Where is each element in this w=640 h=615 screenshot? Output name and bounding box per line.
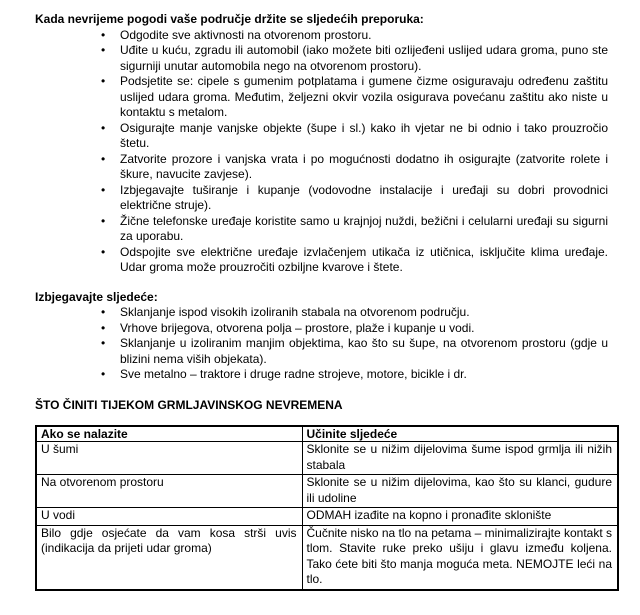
table-header-row xyxy=(36,426,618,442)
table-header-location: Ako se nalazite xyxy=(36,426,302,442)
section-heading-recommendations: Kada nevrijeme pogodi vaše područje držite se sljedećih preporuka: xyxy=(35,12,424,26)
recommendations-list xyxy=(35,28,608,276)
list-item: • Izbjegavajte tuširanje i kupanje (vodovodne instalacije i uređaji su dobri provodnici električne struje). xyxy=(35,183,608,214)
table-cell-location: U šumi xyxy=(36,442,302,475)
table-cell-action: Čučnite nisko na tlo na petama – minimalizirajte kontakt s tlom. Stavite ruke preko ušiju i glavu između koljena. Tako ćete biti što manja moguća meta. NEMOJTE leći na tlo. xyxy=(302,525,618,590)
table-cell-action: ODMAH izađite na kopno i pronađite sklonište xyxy=(302,508,618,526)
table-cell-action: Sklonite se u nižim dijelovima šume ispod grmlja ili nižih stabala xyxy=(302,442,618,475)
list-item: • Sklanjanje u izoliranim manjim objektima, kao što su šupe, na otvorenom prostoru (gdje u blizini nema viših objekata). xyxy=(35,336,608,367)
list-item: • Sve metalno – traktore i druge radne strojeve, motore, bicikle i dr. xyxy=(35,367,608,383)
list-item: • Podsjetite se: cipele s gumenim potplatama i gumene čizme osiguravaju određenu zaštitu uslijed udara groma. Međutim, željezni okvir vozila osigurava povećanu zaštitu ako niste u kontaktu s metalom. xyxy=(35,74,608,121)
list-item: • Odgodite sve aktivnosti na otvorenom prostoru. xyxy=(35,28,608,44)
table-header-action: Učinite sljedeće xyxy=(302,426,618,442)
list-item: • Žične telefonske uređaje koristite samo u krajnjoj nuždi, bežični i celularni uređaji su sigurni za uporabu. xyxy=(35,214,608,245)
table-row xyxy=(36,525,618,590)
table-row xyxy=(36,442,618,475)
list-item: • Odspojite sve električne uređaje izvlačenjem utikača iz utičnica, isključite klima uređaje. Udar groma može prouzročiti ozbiljne kvarove i štete. xyxy=(35,245,608,276)
avoid-list xyxy=(35,305,608,383)
storm-actions-table xyxy=(35,425,619,591)
section-heading-during-storm: ŠTO ČINITI TIJEKOM GRMLJAVINSKOG NEVREMENA xyxy=(35,397,343,412)
table-cell-location: Bilo gdje osjećate da vam kosa strši uvis (indikacija da prijeti udar groma) xyxy=(36,525,302,590)
list-item: • Zatvorite prozore i vanjska vrata i po mogućnosti dodatno ih osigurajte (zatvorite rolete i škure, navucite zavjese). xyxy=(35,152,608,183)
list-item: • Uđite u kuću, zgradu ili automobil (iako možete biti ozlijeđeni uslijed udara groma, puno ste sigurniji unutar automobila nego na otvorenom prostoru). xyxy=(35,43,608,74)
table-row xyxy=(36,508,618,526)
list-item: • Sklanjanje ispod visokih izoliranih stabala na otvorenom području. xyxy=(35,305,608,321)
table-cell-location: U vodi xyxy=(36,508,302,526)
table-cell-action: Sklonite se u nižim dijelovima, kao što su klanci, gudure ili udoline xyxy=(302,475,618,508)
list-item: • Osigurajte manje vanjske objekte (šupe i sl.) kako ih vjetar ne bi odnio i tako prouzročio štetu. xyxy=(35,121,608,152)
section-heading-avoid: Izbjegavajte sljedeće: xyxy=(35,289,158,304)
table-cell-location: Na otvorenom prostoru xyxy=(36,475,302,508)
table-row xyxy=(36,475,618,508)
list-item: • Vrhove brijegova, otvorena polja – prostore, plaže i kupanje u vodi. xyxy=(35,321,608,337)
